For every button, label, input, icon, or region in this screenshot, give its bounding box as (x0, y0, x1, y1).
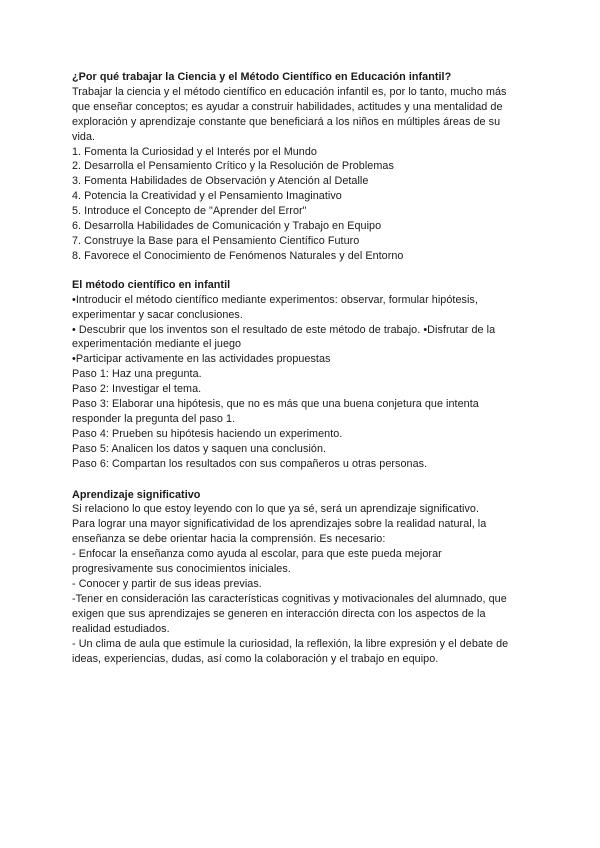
paragraph-line: Para lograr una mayor significatividad de los aprendizajes sobre la realidad natural, la enseñanza se debe orientar hacia la comprensión. Es necesario: (72, 518, 487, 546)
paragraph-line: - Un clima de aula que estimule la curiosidad, la reflexión, la libre expresión y el debate de ideas, experiencias, dudas, así como la colaboración y el trabajo en equipo. (72, 637, 509, 665)
paragraph-line: -Tener en consideración las características cognitivas y motivacionales del alumnado, que exigen que sus aprendizajes se generen en interacción directa con los aspectos de la realidad estudiados. (72, 592, 507, 635)
paragraph-line: •Participar activamente en las actividades propuestas (72, 353, 331, 366)
list-item: 3. Fomenta Habilidades de Observación y Atención al Detalle (72, 175, 369, 188)
step-line: Paso 2: Investigar el tema. (72, 383, 202, 396)
paragraph-line: Si relaciono lo que estoy leyendo con lo que ya sé, será un aprendizaje significativo. (72, 503, 480, 516)
benefits-list (72, 145, 520, 264)
paragraph-line: •Introducir el método científico mediante experimentos: observar, formular hipótesis, experimentar y sacar conclusiones. (72, 293, 478, 321)
section-meaningful-learning (72, 488, 520, 667)
list-item: 7. Construye la Base para el Pensamiento Científico Futuro (72, 234, 360, 247)
step-line: Paso 6: Compartan los resultados con sus compañeros u otras personas. (72, 457, 428, 470)
document-page (72, 70, 520, 666)
list-item: 6. Desarrolla Habilidades de Comunicación y Trabajo en Equipo (72, 220, 382, 233)
list-item: 2. Desarrolla el Pensamiento Crítico y la Resolución de Problemas (72, 160, 394, 173)
section-heading: Aprendizaje significativo (72, 488, 201, 501)
paragraph-line: - Conocer y partir de sus ideas previas. (72, 578, 262, 590)
step-line: Paso 4: Prueben su hipótesis haciendo un experimento. (72, 427, 343, 440)
section-scientific-method (72, 278, 520, 472)
step-line: Paso 1: Haz una pregunta. (72, 368, 202, 381)
list-item: 5. Introduce el Concepto de "Aprender del Error" (72, 205, 307, 218)
list-item: 4. Potencia la Creatividad y el Pensamiento Imaginativo (72, 190, 342, 203)
paragraph-line: • Descubrir que los inventos son el resultado de este método de trabajo. •Disfrutar de la experimentación mediante el juego (72, 323, 496, 351)
section-heading: El método científico en infantil (72, 278, 231, 291)
step-line: Paso 5: Analicen los datos y saquen una conclusión. (72, 442, 327, 455)
spacer (72, 264, 520, 278)
section-why-science (72, 70, 520, 264)
list-item: 1. Fomenta la Curiosidad y el Interés por el Mundo (72, 145, 317, 158)
section-heading: ¿Por qué trabajar la Ciencia y el Método Científico en Educación infantil? (72, 71, 452, 83)
paragraph-line: - Enfocar la enseñanza como ayuda al escolar, para que este pueda mejorar progresivamente sus conocimientos iniciales. (72, 548, 442, 576)
step-line: Paso 3: Elaborar una hipótesis, que no es más que una buena conjetura que intenta responder la pregunta del paso 1. (72, 398, 479, 425)
spacer (72, 472, 520, 488)
list-item: 8. Favorece el Conocimiento de Fenómenos Naturales y del Entorno (72, 249, 404, 262)
intro-paragraph: Trabajar la ciencia y el método científico en educación infantil es, por lo tanto, mucho más que enseñar conceptos; es ayudar a construir habilidades, actitudes y una mentalidad de exploración y aprendizaje constante que beneficiará a los niños en múltiples áreas de su vida. (72, 85, 507, 143)
